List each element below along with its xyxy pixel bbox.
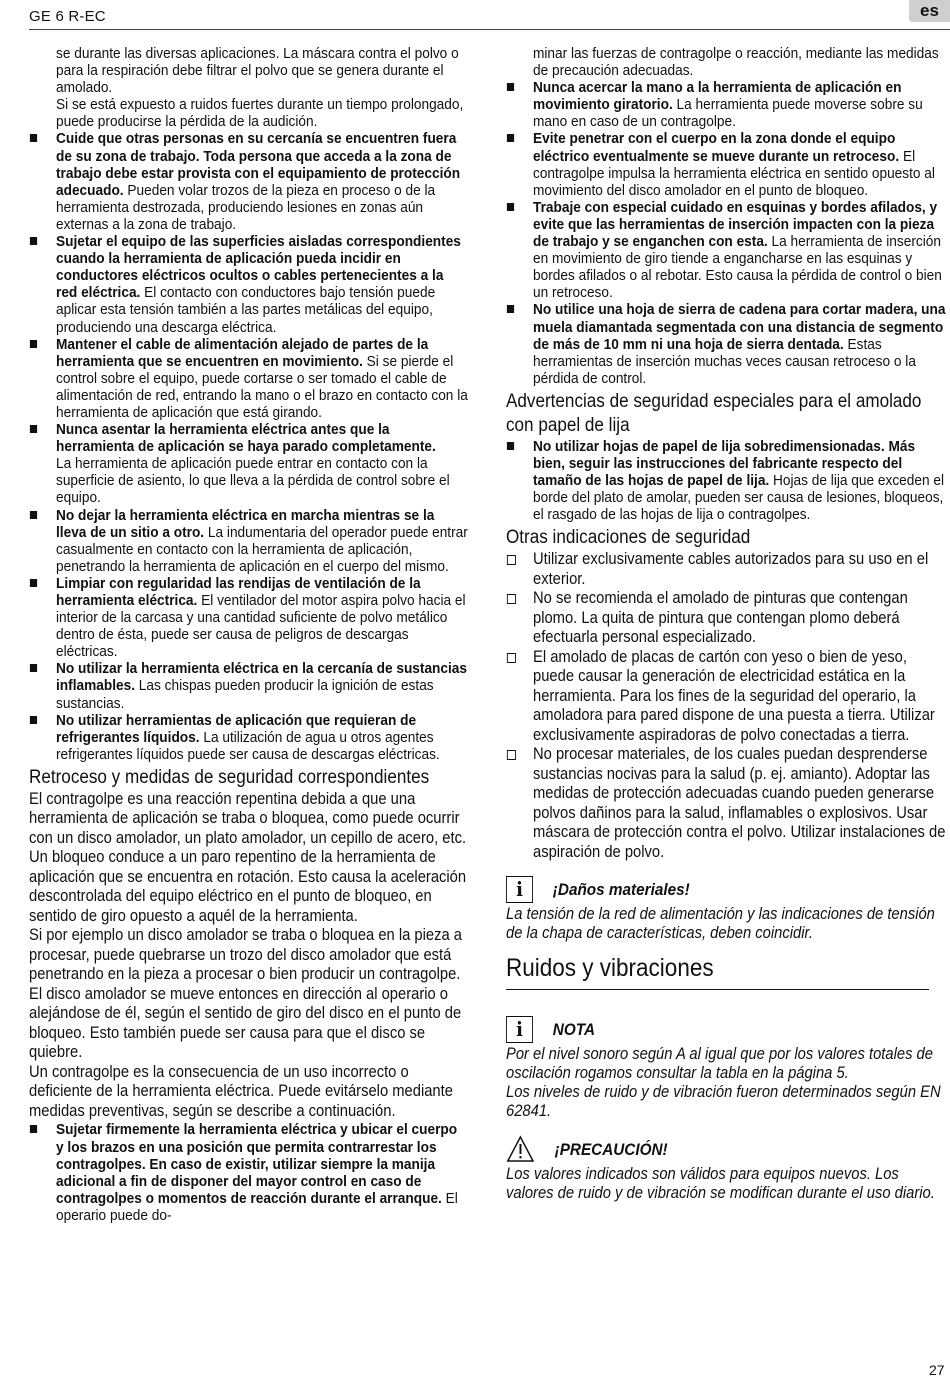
text: Las chispas pueden producir la ignición de estas sustancias. [56,677,434,712]
note-material-damage [506,876,949,943]
paragraph: Un contragolpe es la consecuencia de un uso incorrecto o deficiente de la herramienta eléctrica. Puede evitárselo mediante medidas preventivas, según se describe a continuación. [29,1062,453,1120]
list-item [506,79,949,130]
list-item: No se recomienda el amolado de pinturas que contengan plomo. La quita de pintura que contengan plomo deberá efectuarla personal especializado. [506,589,949,648]
header-rule [29,29,950,30]
text: Estas herramientas de inserción muchas veces causan retroceso o la pérdida de control. [533,335,916,387]
bold-text: No utilizar herramientas de aplicación que requieran de refrigerantes líquidos. [56,711,417,746]
list-item [29,507,468,575]
bold-text: Evite penetrar con el cuerpo en la zona donde el equipo eléctrico eventualmente se mueve durante un retroceso. [533,130,900,165]
bold-text: Trabaje con especial cuidado en esquinas y bordes afilados, y evite que las herramientas de inserción impacten con la pieza de trabajo y se enganchen con esta. [533,198,938,251]
column-left [29,45,468,1224]
text: La indumentaria del operador puede entrar casualmente en contacto con la herramienta de aplicación, penetrando la herramienta de aplicación en el cuerpo del mismo. [56,523,468,575]
paragraph: Si se está expuesto a ruidos fuertes durante un tiempo prolongado, puede producirse la pérdida de la audición. [56,96,464,131]
paragraph: Si por ejemplo un disco amolador se traba o bloquea en la pieza a procesar, puede quebrarse un trozo del disco amolador que está penetrando en la pieza a procesar o bien producir un contragolpe. El disco amolador se mueve entonces en dirección al operario o alejándose de él, según el sentido de giro del disco en el punto de bloqueo. Esto también puede ser causa para que el disco se quiebre. [29,926,462,1062]
text: El operario puede do- [56,1189,458,1224]
section-body-other [506,550,949,862]
info-icon: i [506,1016,533,1043]
list-item: Utilizar exclusivamente cables autorizados para su uso en el exterior. [506,550,949,589]
bold-text: Mantener el cable de alimentación alejado de partes de la herramienta que se encuentren en movimiento. [56,335,429,370]
list-item [29,660,468,711]
bold-text: Cuide que otras personas en su cercanía se encuentren fuera de su zona de trabajo. Toda persona que acceda a la zona de trabajo debe estar provista con el equipamiento de protección adecuado. [56,130,461,199]
text: El contragolpe impulsa la herramienta eléctrica en sentido opuesto al movimiento del disco amolador en el punto de bloqueo. [533,147,935,199]
text: El ventilador del motor aspira polvo hacia el interior de la carcasa y una cantidad suficiente de polvo metálico dentro de ésta, puede ser causa de peligros de descargas eléctricas. [56,592,466,661]
bold-text: No utilizar hojas de papel de lija sobredimensionadas. Más bien, seguir las instrucciones del fabricante respecto del tamaño de las hojas de papel de lija. [533,437,916,490]
bold-text: No utilizar la herramienta eléctrica en la cercanía de sustancias inflamables. [56,660,468,695]
page-number: 27 [929,1362,945,1378]
list-item [29,575,468,660]
section-heading-noise: Ruidos y vibraciones [506,953,929,990]
note-title: ¡PRECAUCIÓN! [554,1139,668,1159]
bold-text: No utilice una hoja de sierra de cadena para cortar madera, una muela diamantada segmentada con una distancia de segmento de más de 10 mm ni una hoja de sierra dentada. [533,301,946,353]
list-item [29,1121,468,1224]
list-item [29,712,468,763]
bold-text: Sujetar el equipo de las superficies aisladas correspondientes cuando la herramienta de aplicación pueda incidir en conductores eléctricos ocultos o cables pertenecientes a la red eléctrica. [56,233,461,302]
list-item [29,233,468,336]
note-text: La tensión de la red de alimentación y las indicaciones de tensión de la chapa de características, deben coincidir. [506,905,935,943]
paragraph: Un bloqueo conduce a un paro repentino de la herramienta de aplicación que se encuentra en rotación. Esto causa la aceleración descontrolada del equipo eléctrico en el punto de bloqueo, en sentido de giro opuesto a aquél de la herramienta. [29,848,467,925]
paragraph: se durante las diversas aplicaciones. La máscara contra el polvo o para la respiración debe filtrar el polvo que se genera durante el amolado. [56,45,459,97]
text: La herramienta de aplicación puede entrar en contacto con la superficie de asiento, lo que lleva a la pérdida de control sobre el equipo. [56,455,450,507]
bold-text: Limpiar con regularidad las rendijas de ventilación de la herramienta eléctrica. [56,574,421,609]
bold-text: No dejar la herramienta eléctrica en marcha mientras se la lleva de un sitio a otro. [56,506,435,541]
list-item: No procesar materiales, de los cuales puedan desprenderse sustancias nocivas para la salud (p. ej. amianto). Adoptar las medidas de protección adecuadas cuando pueden generarse polvos dañinos para la salud, inflamables o explosivos. Usar máscara de protección contra el polvo. Utilizar instalaciones de aspiración de polvo. [506,745,949,862]
text: La utilización de agua u otros agentes refrigerantes líquidos puede ser causa de descargas eléctricas. [56,728,440,763]
text: El contacto con conductores bajo tensión puede aplicar esta tensión también a las partes metálicas del equipo, produciendo una descarga eléctrica. [56,284,436,336]
column-right [506,45,949,1203]
list-item [506,301,949,386]
list-item [506,438,949,523]
text: Si se pierde el control sobre el equipo, puede cortarse o ser tomado el cable de alimentación de red, entrando la mano o el brazo en contacto con la herramienta de aplicación que está girando. [56,352,468,421]
note-caution [506,1135,949,1203]
list-item [506,199,949,302]
paragraph: minar las fuerzas de contragolpe o reacción, mediante las medidas de precaución adecuadas. [533,45,939,80]
list-item: El amolado de placas de cartón con yeso o bien de yeso, puede causar la generación de electricidad estática en la herramienta. Para los fines de la seguridad del operario, la amoladora para pared dispone de una puesta a tierra. Utilizar exclusivamente aspiradoras de polvo conectadas a tierra. [506,648,949,746]
info-icon: i [506,876,533,903]
note-title: NOTA [552,1020,596,1040]
note-text: Por el nivel sonoro según A al igual que por los valores totales de oscilación rogamos consultar la tabla en la página 5. [506,1045,933,1083]
bold-text: Nunca acercar la mano a la herramienta de aplicación en movimiento giratorio. [533,79,902,114]
section-heading-other: Otras indicaciones de seguridad [506,527,751,549]
text: La herramienta puede moverse sobre su mano en caso de un contragolpe. [533,96,923,131]
section-body-kickback [29,790,468,1122]
list-item [506,130,949,198]
warning-icon [506,1135,535,1163]
paragraph: El contragolpe es una reacción repentina debida a que una herramienta de aplicación se traba o bloquea, como puede ocurrir con un disco amolador, un plato amolador, un cepillo de acero, etc. [29,789,467,847]
section-heading-sanding: Advertencias de seguridad especiales para el amolado con papel de lija [506,390,922,436]
text: La herramienta de inserción en movimiento de giro tiende a engancharse en las esquinas y bordes afilados o al rebotar. Esto causa la pérdida de control o bien un retroceso. [533,233,942,302]
header-model: GE 6 R-EC [29,8,106,25]
note-nota [506,1016,949,1121]
note-text: Los valores indicados son válidos para equipos nuevos. Los valores de ruido y de vibración se modifican durante el uso diario. [506,1165,935,1203]
bold-text: Sujetar firmemente la herramienta eléctrica y ubicar el cuerpo y los brazos en una posición que permita contrarrestar los contragolpes. En caso de existir, utilizar siempre la manija adicional a fin de disponer del mayor control en caso de contragolpes o momentos de reacción durante el arranque. [56,1121,458,1207]
language-badge: es [909,0,950,22]
note-title: ¡Daños materiales! [552,880,690,900]
section-heading-kickback: Retroceso y medidas de seguridad correspondientes [29,766,430,788]
list-item [29,421,468,506]
text: Hojas de lija que exceden el borde del plato de amolar, pueden ser causa de lesiones, bloqueos, el rasgado de las hojas de lija o contragolpes. [533,472,945,524]
bold-text: Nunca asentar la herramienta eléctrica antes que la herramienta de aplicación se haya parado completamente. [56,421,436,456]
list-item [29,336,468,421]
note-text: Los niveles de ruido y de vibración fueron determinados según EN 62841. [506,1083,941,1121]
text: Pueden volar trozos de la pieza en proceso o de la herramienta destrozada, produciendo lesiones en zonas aún externas a la zona de trabajo. [56,181,436,233]
list-item [29,130,468,233]
